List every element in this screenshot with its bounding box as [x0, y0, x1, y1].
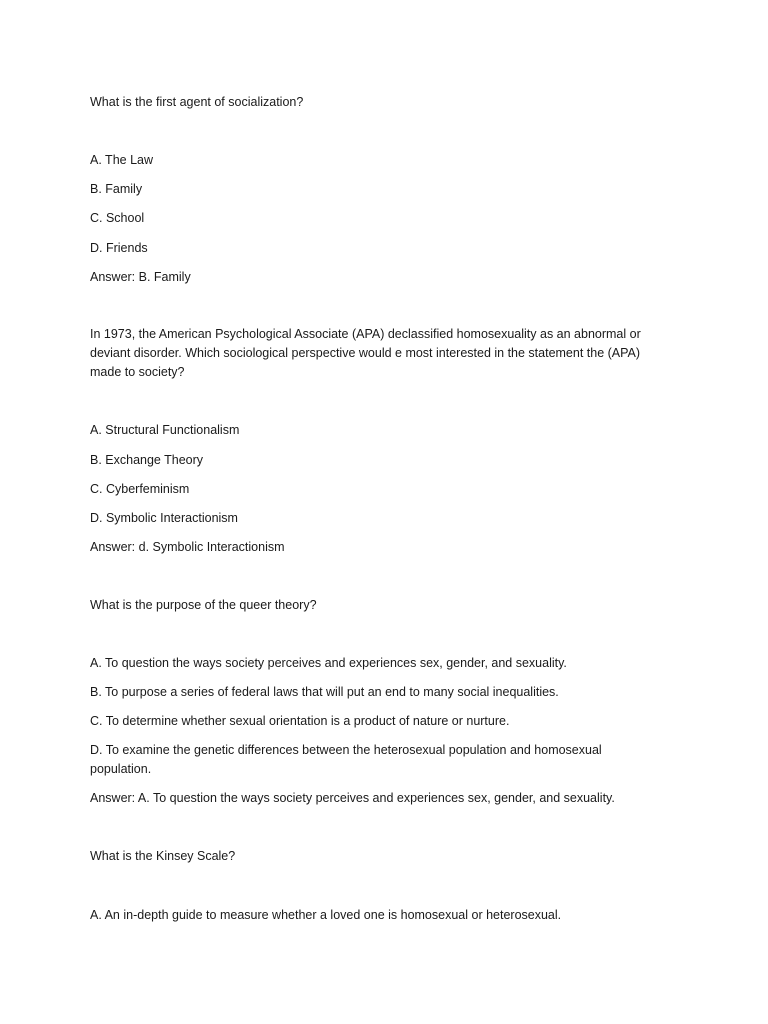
q4-option-a: A. An in-depth guide to measure whether a loved one is homosexual or heterosexual.	[90, 908, 562, 922]
question-4: What is the Kinsey Scale?	[90, 849, 236, 863]
q3-option-d-line-2: population.	[90, 762, 152, 776]
question-2-line-3: made to society?	[90, 365, 185, 379]
q3-option-b: B. To purpose a series of federal laws that will put an end to many social inequalities.	[90, 685, 559, 699]
q3-option-c: C. To determine whether sexual orientation is a product of nature or nurture.	[90, 714, 510, 728]
question-1: What is the first agent of socialization?	[90, 95, 304, 109]
q2-answer: Answer: d. Symbolic Interactionism	[90, 540, 285, 554]
q1-option-b: B. Family	[90, 182, 143, 196]
q2-option-b: B. Exchange Theory	[90, 453, 204, 467]
q1-option-a: A. The Law	[90, 153, 154, 167]
q3-option-d-line-1: D. To examine the genetic differences between the heterosexual population and homosexual	[90, 743, 602, 757]
q3-option-a: A. To question the ways society perceives and experiences sex, gender, and sexuality.	[90, 656, 567, 670]
q1-answer: Answer: B. Family	[90, 270, 191, 284]
q1-option-d: D. Friends	[90, 241, 148, 255]
question-2-line-2: deviant disorder. Which sociological perspective would e most interested in the statement the (APA)	[90, 346, 641, 360]
q1-option-c: C. School	[90, 211, 145, 225]
q2-option-c: C. Cyberfeminism	[90, 482, 190, 496]
question-2-line-1: In 1973, the American Psychological Associate (APA) declassified homosexuality as an abnormal or	[90, 327, 641, 341]
q2-option-d: D. Symbolic Interactionism	[90, 511, 238, 525]
q2-option-a: A. Structural Functionalism	[90, 423, 240, 437]
question-3: What is the purpose of the queer theory?	[90, 598, 317, 612]
q3-answer: Answer: A. To question the ways society perceives and experiences sex, gender, and sexuality.	[90, 791, 615, 805]
